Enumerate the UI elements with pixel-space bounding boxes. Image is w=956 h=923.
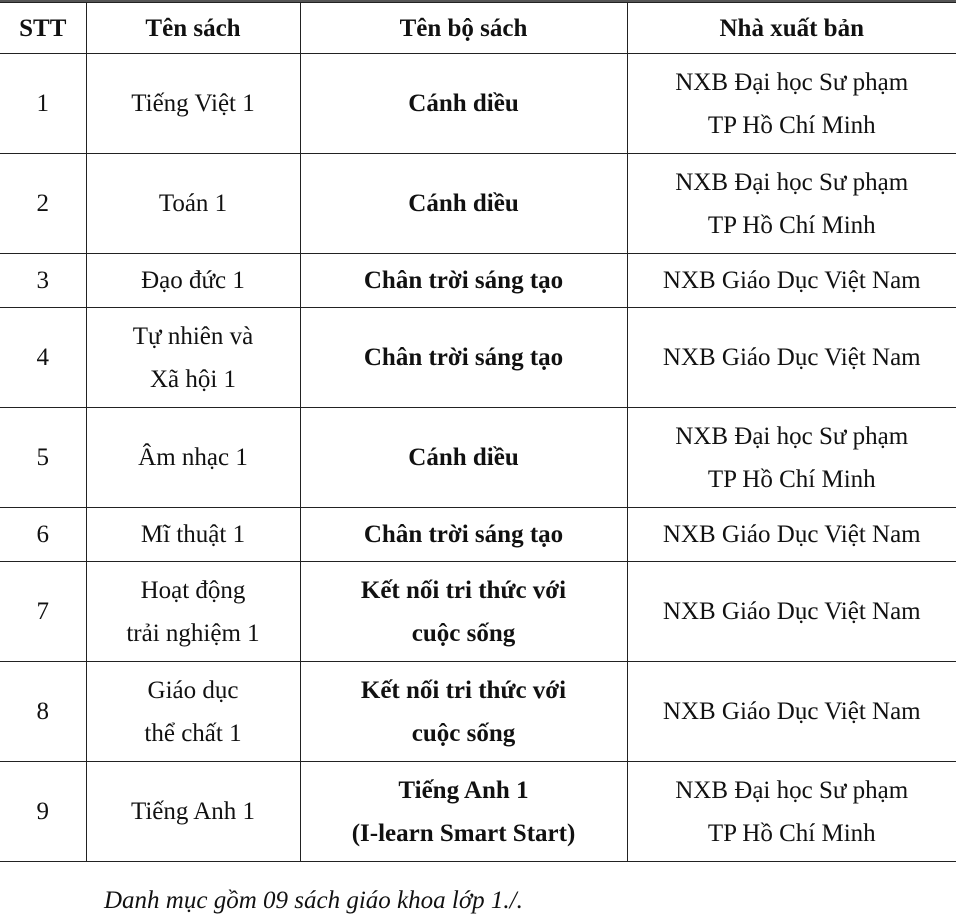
ten-sach-line: Âm nhạc 1 — [138, 444, 248, 471]
bo-sach-line: Kết nối tri thức với — [360, 676, 567, 704]
cell-bo-sach — [300, 308, 627, 408]
cell-ten-sach — [86, 254, 300, 308]
cell-stt: 9 — [0, 762, 86, 862]
cell-stt: 1 — [0, 54, 86, 154]
cell-nxb — [627, 562, 956, 662]
cell-stt: 8 — [0, 662, 86, 762]
cell-bo-sach — [300, 154, 627, 254]
bo-sach-line: Chân trời sáng tạo — [363, 344, 564, 371]
ten-sach-line: Toán 1 — [158, 190, 228, 217]
ten-sach-line: Tự nhiên và — [132, 322, 254, 350]
nxb-line: NXB Giáo Dục Việt Nam — [662, 698, 921, 725]
table-row — [0, 54, 956, 154]
cell-ten-sach — [86, 762, 300, 862]
nxb-line: NXB Đại học Sư phạm — [675, 776, 909, 804]
table-row — [0, 662, 956, 762]
bo-sach-line: Tiếng Anh 1 — [398, 776, 529, 804]
cell-ten-sach — [86, 54, 300, 154]
cell-bo-sach — [300, 762, 627, 862]
header-nha-xuat-ban: Nhà xuất bản — [627, 3, 956, 54]
cell-stt: 5 — [0, 408, 86, 508]
cell-ten-sach — [86, 562, 300, 662]
ten-sach-line: Hoạt động — [140, 576, 246, 604]
table-row — [0, 154, 956, 254]
header-stt: STT — [0, 3, 86, 54]
bo-sach-line: Cánh diều — [408, 190, 519, 217]
nxb-line: NXB Giáo Dục Việt Nam — [662, 521, 921, 548]
cell-nxb — [627, 408, 956, 508]
ten-sach-line: Giáo dục — [147, 676, 239, 704]
nxb-line: TP Hồ Chí Minh — [707, 465, 876, 493]
bo-sach-line: Kết nối tri thức với — [360, 576, 567, 604]
cell-bo-sach — [300, 662, 627, 762]
header-ten-sach: Tên sách — [86, 3, 300, 54]
bo-sach-line: (I-learn Smart Start) — [351, 819, 576, 847]
nxb-line: NXB Đại học Sư phạm — [675, 422, 909, 450]
nxb-line: TP Hồ Chí Minh — [707, 111, 876, 139]
nxb-line: TP Hồ Chí Minh — [707, 211, 876, 239]
ten-sach-line: Tiếng Việt 1 — [131, 90, 255, 117]
cell-bo-sach — [300, 408, 627, 508]
ten-sach-line: Mĩ thuật 1 — [140, 521, 246, 548]
cell-stt: 6 — [0, 508, 86, 562]
bo-sach-line: cuộc sống — [411, 619, 516, 647]
ten-sach-line: Đạo đức 1 — [141, 267, 245, 294]
table-row — [0, 408, 956, 508]
bo-sach-line: cuộc sống — [411, 719, 516, 747]
cell-nxb — [627, 254, 956, 308]
nxb-line: NXB Đại học Sư phạm — [675, 168, 909, 196]
cell-ten-sach — [86, 508, 300, 562]
cell-nxb — [627, 308, 956, 408]
cell-nxb — [627, 662, 956, 762]
table-row — [0, 308, 956, 408]
bo-sach-line: Chân trời sáng tạo — [363, 267, 564, 294]
nxb-line: TP Hồ Chí Minh — [707, 819, 876, 847]
cell-ten-sach — [86, 308, 300, 408]
cell-bo-sach — [300, 562, 627, 662]
cell-nxb — [627, 762, 956, 862]
cell-bo-sach — [300, 508, 627, 562]
table-row — [0, 562, 956, 662]
cell-ten-sach — [86, 154, 300, 254]
cell-stt: 2 — [0, 154, 86, 254]
ten-sach-line: trải nghiệm 1 — [126, 619, 260, 647]
cell-stt: 7 — [0, 562, 86, 662]
bo-sach-line: Cánh diều — [408, 444, 519, 471]
nxb-line: NXB Giáo Dục Việt Nam — [662, 267, 921, 294]
bo-sach-line: Cánh diều — [408, 90, 519, 117]
ten-sach-line: Xã hội 1 — [149, 365, 237, 393]
ten-sach-line: Tiếng Anh 1 — [130, 798, 256, 825]
bo-sach-line: Chân trời sáng tạo — [363, 521, 564, 548]
cell-ten-sach — [86, 662, 300, 762]
cell-nxb — [627, 508, 956, 562]
table-row — [0, 762, 956, 862]
cell-stt: 3 — [0, 254, 86, 308]
cell-nxb — [627, 54, 956, 154]
cell-stt: 4 — [0, 308, 86, 408]
cell-bo-sach — [300, 254, 627, 308]
nxb-line: NXB Giáo Dục Việt Nam — [662, 598, 921, 625]
ten-sach-line: thể chất 1 — [144, 719, 242, 747]
header-row — [0, 3, 956, 54]
cell-bo-sach — [300, 54, 627, 154]
table-row — [0, 254, 956, 308]
header-ten-bo-sach: Tên bộ sách — [300, 3, 627, 54]
nxb-line: NXB Đại học Sư phạm — [675, 68, 909, 96]
table-row — [0, 508, 956, 562]
nxb-line: NXB Giáo Dục Việt Nam — [662, 344, 921, 371]
table-caption: Danh mục gồm 09 sách giáo khoa lớp 1./. — [104, 887, 523, 914]
cell-nxb — [627, 154, 956, 254]
textbook-table — [0, 2, 956, 862]
cell-ten-sach — [86, 408, 300, 508]
